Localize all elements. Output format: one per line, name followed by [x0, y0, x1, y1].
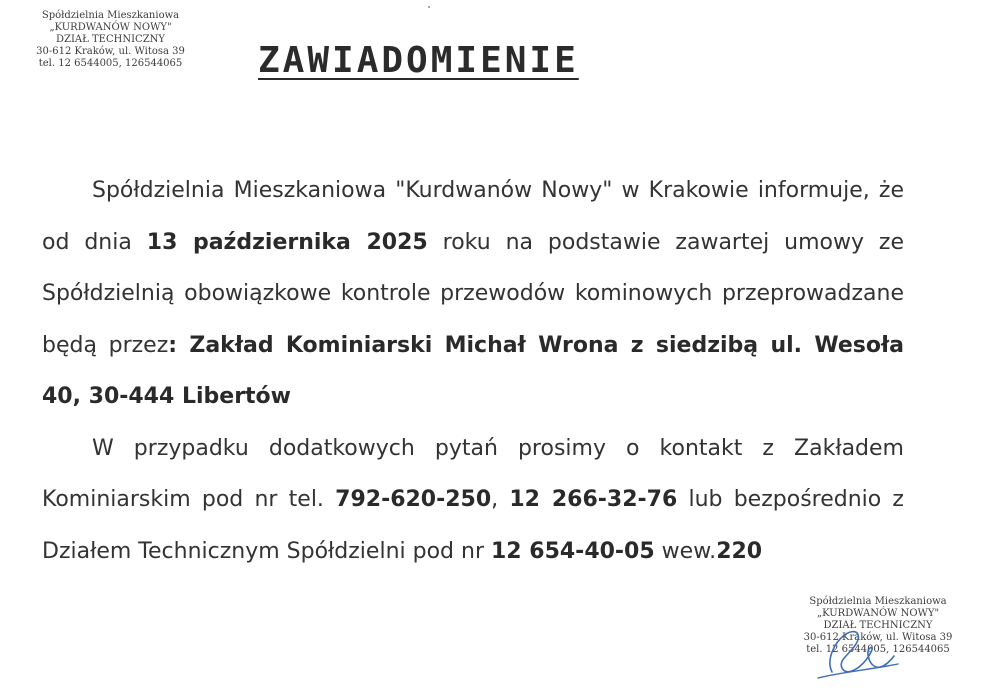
- stamp-line: Spółdzielnia Mieszkaniowa: [809, 596, 947, 607]
- extension-number: 220: [716, 538, 763, 564]
- phone-number-1: 792-620-250: [335, 487, 492, 512]
- text-run: lub bezpośrednio z Działem Technicznym Spółdzielni pod nr: [42, 487, 904, 564]
- department-stamp-top: [8, 10, 213, 70]
- stamp-line: tel. 12 6544005, 126544065: [38, 58, 183, 69]
- effective-date: 13 października 2025: [146, 229, 428, 255]
- stamp-line: DZIAŁ TECHNICZNY: [823, 620, 933, 631]
- phone-number-3: 12 654-40-05: [490, 538, 655, 564]
- text-run: wew.: [654, 538, 717, 564]
- stamp-line: Spółdzielnia Mieszkaniowa: [41, 10, 180, 21]
- notice-body: [42, 165, 904, 577]
- notice-paragraph-1: [42, 165, 904, 423]
- notice-paragraph-2: [42, 423, 904, 578]
- stamp-line: DZIAŁ TECHNICZNY: [56, 34, 165, 45]
- text-run: W przypadku dodatkowych pytań prosimy o kontakt z Zakładem Kominiarskim pod nr tel.: [42, 435, 904, 512]
- stamp-line: 30-612 Kraków, ul. Witosa 39: [803, 632, 953, 643]
- stamp-line: „KURDWANÓW NOWY": [816, 608, 940, 619]
- scan-speck: [428, 6, 430, 8]
- document-title: ZAWIADOMIENIE: [258, 40, 579, 81]
- text-run: Spółdzielnia Mieszkaniowa "Kurdwanów Nowy" w Krakowie informuje, że od dnia: [42, 178, 904, 255]
- stamp-line: „KURDWANÓW NOWY": [49, 22, 172, 33]
- company-name-address: Zakład Kominiarski Michał Wrona z siedzibą ul. Wesoła 40, 30-444 Libertów: [42, 332, 904, 409]
- stamp-line: 30-612 Kraków, ul. Witosa 39: [36, 46, 185, 57]
- handwritten-signature: [812, 620, 902, 684]
- text-run: roku na podstawie zawartej umowy ze Spółdzielnią obowiązkowe kontrole przewodów kominowych przeprowadzane będą przez: [42, 229, 905, 358]
- stamp-line: tel. 12 6544005, 126544065: [806, 644, 950, 655]
- text-run: ,: [491, 487, 510, 512]
- colon: :: [168, 332, 178, 358]
- phone-number-2: 12 266-32-76: [509, 487, 678, 512]
